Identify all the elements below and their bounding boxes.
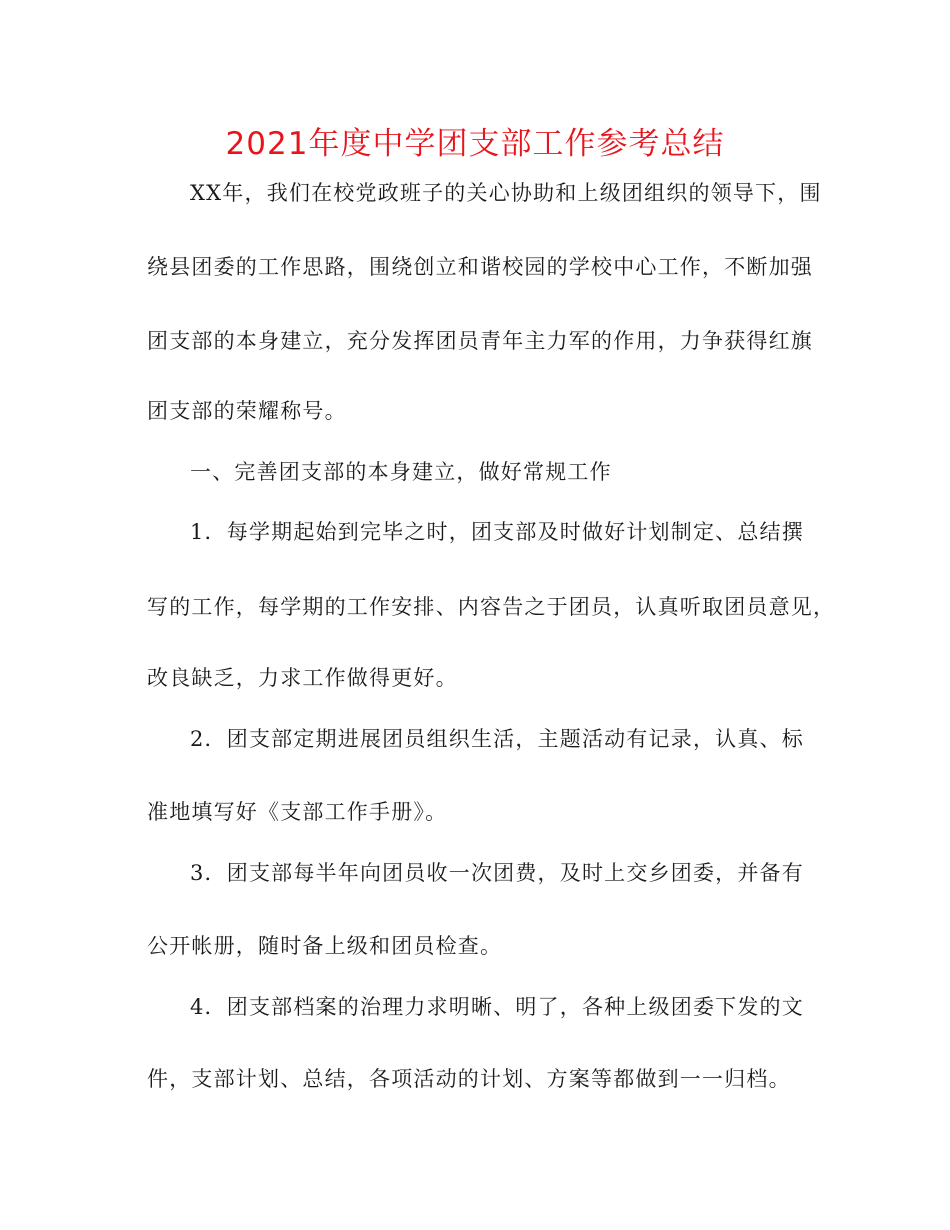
item-4-line-2: 件，支部计划、总结，各项活动的计划、方案等都做到一一归档。 xyxy=(147,1067,791,1091)
item-2-line-2: 准地填写好《支部工作手册》。 xyxy=(147,800,448,824)
item-3-line-1: 3．团支部每半年向团员收一次团费，及时上交乡团委，并备有 xyxy=(190,861,804,885)
paragraph-intro-line-4: 团支部的荣耀称号。 xyxy=(147,399,347,423)
paragraph-intro-line-2: 绕县团委的工作思路，围绕创立和谐校园的学校中心工作，不断加强 xyxy=(147,255,813,279)
paragraph-intro-line-3: 团支部的本身建立，充分发挥团员青年主力军的作用，力争获得红旗 xyxy=(147,329,813,353)
document-title: 2021年度中学团支部工作参考总结 xyxy=(225,126,725,162)
paragraph-intro-line-1: XX年，我们在校党政班子的关心协助和上级团组织的领导下，围 xyxy=(190,181,822,205)
section-heading-1: 一、完善团支部的本身建立，做好常规工作 xyxy=(190,460,612,484)
item-1-line-3: 改良缺乏，力求工作做得更好。 xyxy=(147,666,458,690)
item-4-line-1: 4．团支部档案的治理力求明晰、明了，各种上级团委下发的文 xyxy=(190,995,804,1019)
item-2-line-1: 2．团支部定期进展团员组织生活，主题活动有记录，认真、标 xyxy=(190,727,804,751)
item-3-line-2: 公开帐册，随时备上级和团员检查。 xyxy=(147,934,503,958)
item-1-line-1: 1．每学期起始到完毕之时，团支部及时做好计划制定、总结撰 xyxy=(190,520,804,544)
item-1-line-2: 写的工作，每学期的工作安排、内容告之于团员，认真听取团员意见， xyxy=(147,595,836,619)
